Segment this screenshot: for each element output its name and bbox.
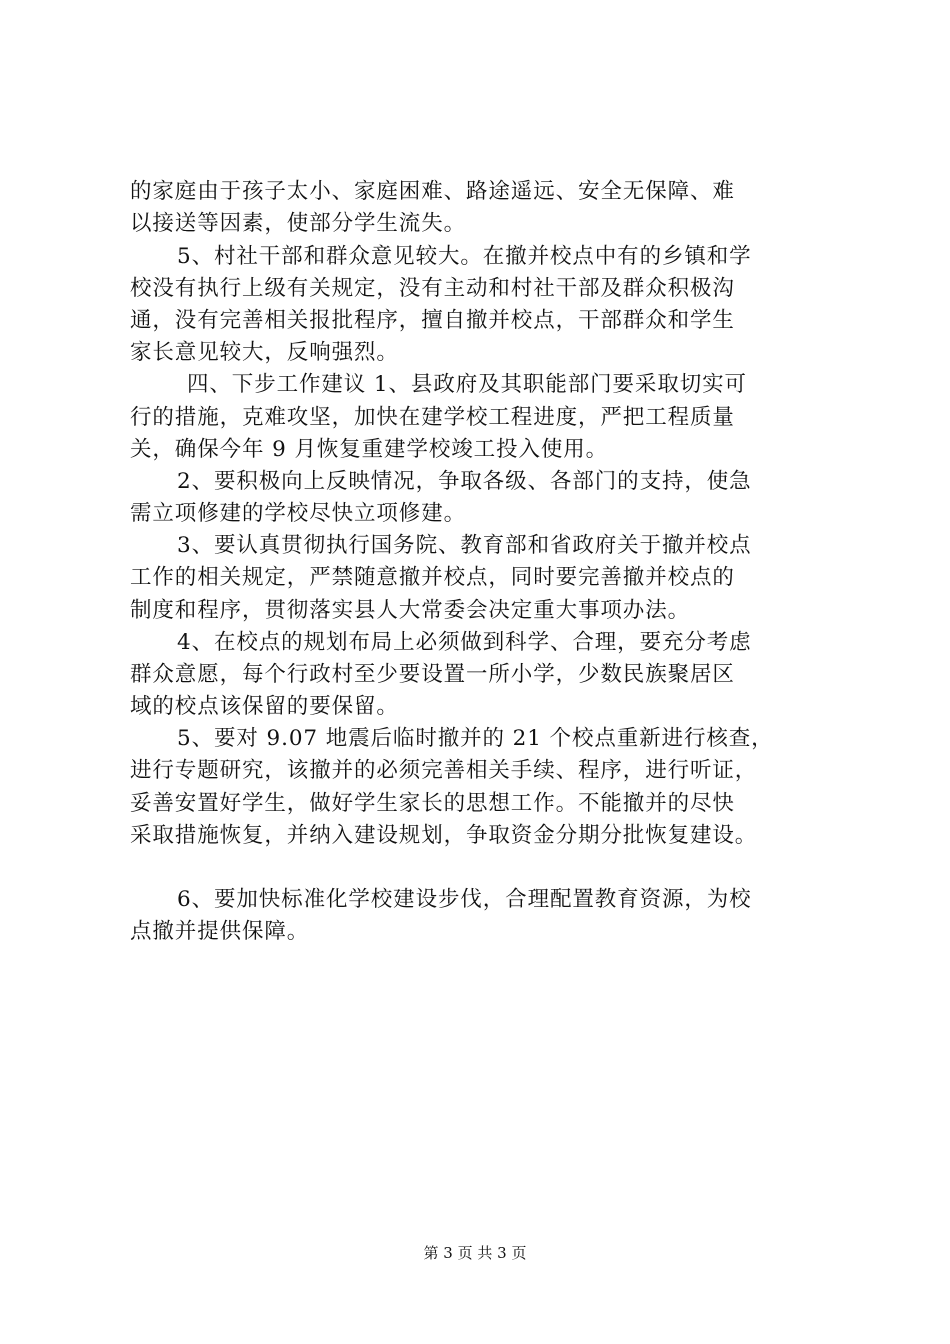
paragraph-line: 需立项修建的学校尽快立项修建。 [130, 501, 467, 526]
paragraph-line: 的家庭由于孩子太小、家庭困难、路途遥远、安全无保障、难 [130, 179, 735, 204]
paragraph-line: 行的措施，克难攻坚，加快在建学校工程进度，严把工程质量 [130, 405, 735, 430]
paragraph-line: 4、在校点的规划布局上必须做到科学、合理，要充分考虑 [177, 630, 752, 655]
paragraph-line: 四、下步工作建议 1、县政府及其职能部门要采取切实可 [187, 372, 747, 397]
paragraph-line: 进行专题研究，该撤并的必须完善相关手续、程序，进行听证， [130, 758, 758, 783]
paragraph-line: 域的校点该保留的要保留。 [130, 694, 399, 719]
paragraph-line: 以接送等因素，使部分学生流失。 [130, 211, 467, 236]
paragraph-line: 3、要认真贯彻执行国务院、教育部和省政府关于撤并校点 [177, 533, 752, 558]
paragraph-line: 家长意见较大，反响强烈。 [130, 340, 399, 365]
paragraph-line: 关，确保今年 9 月恢复重建学校竣工投入使用。 [130, 437, 609, 462]
paragraph-line: 采取措施恢复，并纳入建设规划，争取资金分期分批恢复建设。 [130, 823, 758, 848]
paragraph-line: 6、要加快标准化学校建设步伐，合理配置教育资源，为校 [177, 887, 752, 912]
paragraph-line: 2、要积极向上反映情况，争取各级、各部门的支持，使急 [177, 469, 752, 494]
paragraph-line: 5、村社干部和群众意见较大。在撤并校点中有的乡镇和学 [177, 244, 752, 269]
paragraph-line: 点撤并提供保障。 [130, 919, 310, 944]
paragraph-line: 5、要对 9.07 地震后临时撤并的 21 个校点重新进行核查， [177, 726, 774, 751]
paragraph-line: 妥善安置好学生，做好学生家长的思想工作。不能撤并的尽快 [130, 791, 735, 816]
paragraph-line: 制度和程序，贯彻落实县人大常委会决定重大事项办法。 [130, 598, 691, 623]
paragraph-line: 工作的相关规定，严禁随意撤并校点，同时要完善撤并校点的 [130, 565, 735, 590]
paragraph-line: 群众意愿，每个行政村至少要设置一所小学，少数民族聚居区 [130, 662, 735, 687]
paragraph-line: 通，没有完善相关报批程序，擅自撤并校点，干部群众和学生 [130, 308, 735, 333]
page-number-footer: 第 3 页 共 3 页 [423, 1244, 527, 1262]
paragraph-line: 校没有执行上级有关规定，没有主动和村社干部及群众积极沟 [130, 276, 735, 301]
